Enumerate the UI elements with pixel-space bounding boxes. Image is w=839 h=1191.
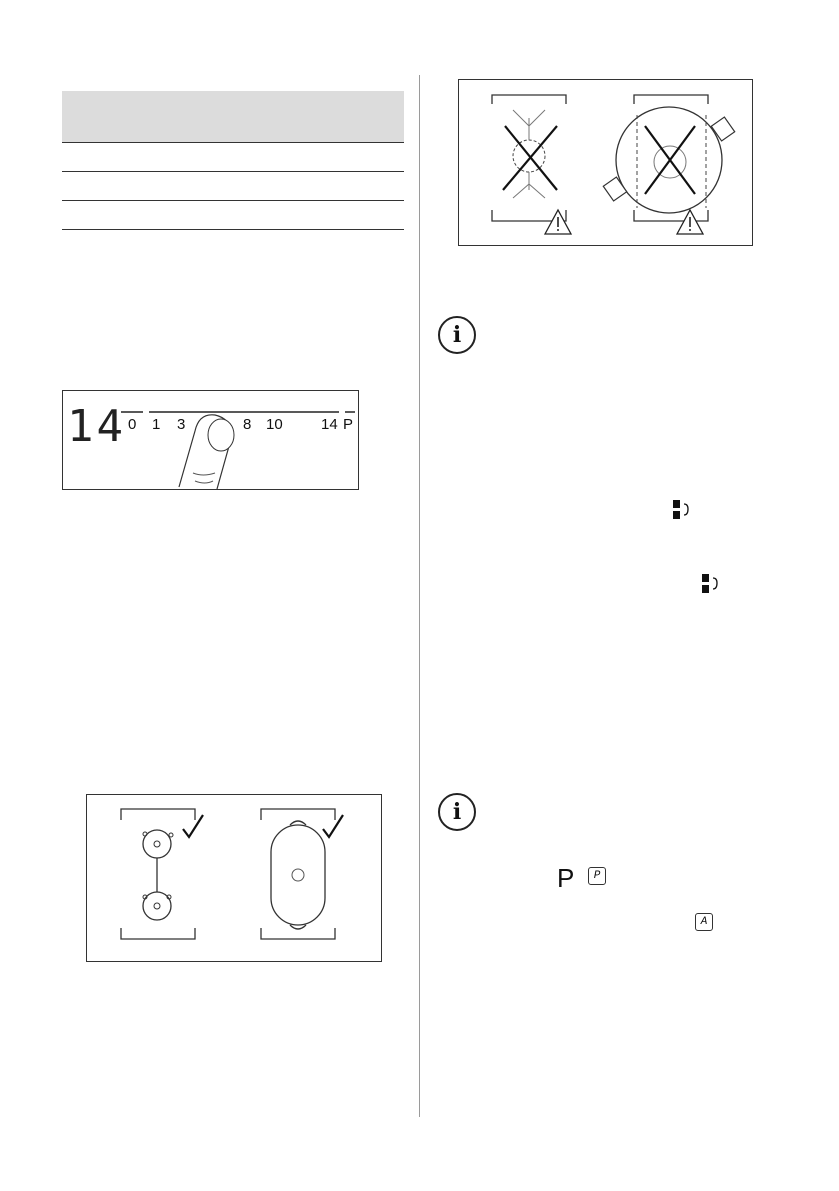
correct-cookware-illustration (86, 794, 382, 962)
incorrect-cookware-drawing (459, 80, 752, 245)
scale-label: 8 (243, 416, 252, 433)
scale-label: 10 (266, 416, 283, 433)
table-row (62, 172, 404, 201)
scale-label: P (343, 416, 354, 433)
automatic-key-icon: A (695, 913, 713, 931)
power-boost-key-icon: P (588, 867, 606, 885)
incorrect-cookware-illustration (458, 79, 753, 246)
slider-scale (63, 391, 358, 489)
scale-label: 14 (321, 416, 338, 433)
column-divider (419, 75, 420, 1117)
table-row (62, 143, 404, 172)
settings-table (62, 91, 404, 230)
correct-cookware-drawing (87, 795, 381, 961)
info-icon: i (438, 793, 476, 831)
table-header (62, 91, 404, 143)
scale-label: 1 (152, 416, 161, 433)
info-icon: i (438, 316, 476, 354)
power-level-display: 14 (67, 401, 126, 452)
scale-label: 0 (128, 416, 137, 433)
scale-label: 3 (177, 416, 186, 433)
bridge-zone-icon (672, 499, 690, 521)
power-boost-letter: P (557, 863, 575, 893)
slider-control-panel (62, 390, 359, 490)
bridge-zone-icon (701, 573, 719, 595)
table-row (62, 201, 404, 230)
